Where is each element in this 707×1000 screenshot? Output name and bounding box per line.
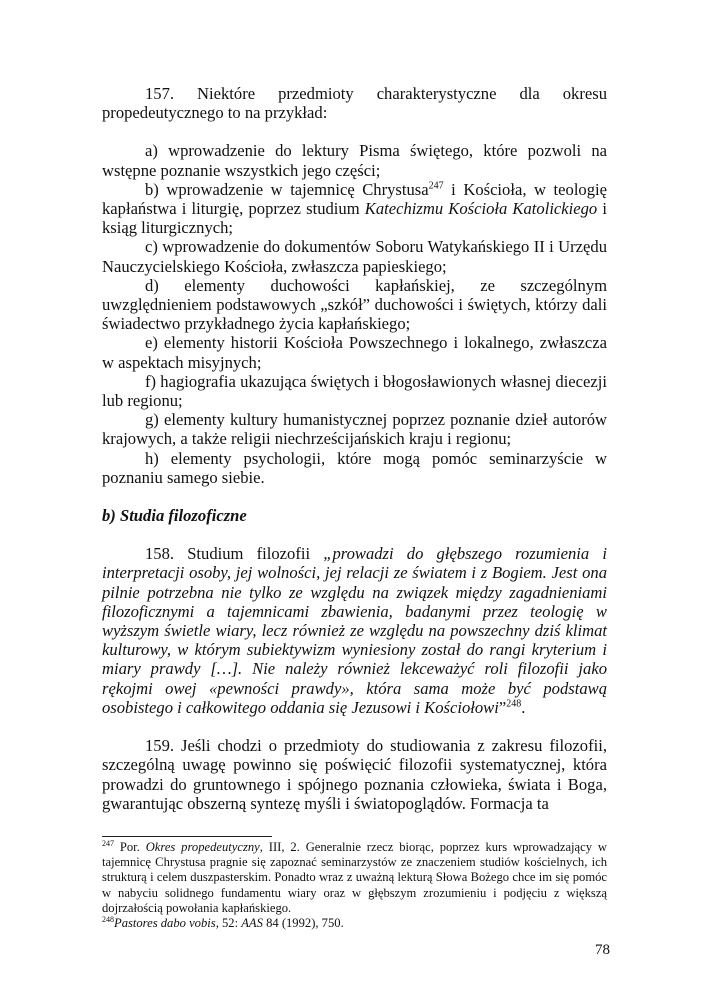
section-heading: b) Studia filozoficzne: [102, 506, 247, 526]
footnote-247: $^{247}$ Por. Okres propedeutyczny, III, 2. Generalnie rzecz biorąc, poprzez kurs wprowadzający w tajemnicę Chrystusa pragnie się zapoznać seminarzystów ze znaczeniem studiów kościelnych, ich strukturą i celem duszpasterskim. Ponadto wraz z uważną lekturą Słowa Bożego chce im się pomóc w nabyciu solidnego fundamentu wiary oraz w głębszym zrozumieniu i podjęciu z większą dojrzałością powołania kapłańskiego.: [102, 838, 607, 915]
footnotes: [102, 840, 607, 931]
paragraph-157: 157. Niektóre przedmioty charakterystyczne dla okresu propedeutycznego to na przykład:: [102, 84, 607, 123]
main-text: [102, 84, 607, 813]
footnote-ref-248[interactable]: 248: [506, 698, 522, 710]
page-number: 78: [595, 942, 610, 958]
list-item-f: f) hagiografia ukazująca świętych i błogosławionych własnej diecezji lub regionu;: [102, 371, 607, 411]
list-item-b: b) wprowadzenie w tajemnicę Chrystusa$^{247}$ i Kościoła, w teologię kapłaństwa i liturgię, poprzez studium Katechizmu Kościoła Katolickiego i ksiąg liturgicznych;: [102, 179, 607, 238]
footnote-divider: [102, 836, 272, 837]
list-item-a: a) wprowadzenie do lektury Pisma świętego, które pozwoli na wstępne poznanie wszystkich jego części;: [102, 141, 607, 180]
paragraph-158: 158. Studium filozofii „prowadzi do głębszego rozumienia i interpretacji osoby, jej wolności, jej relacji ze światem i z Bogiem. Jest ona pilnie potrzebna nie tylko ze względu na związek między zagadnieniami filozoficznymi a tajemnicami zbawienia, badanymi przez teologię w wyższym świetle wiary, lecz również ze względu na powszechny dziś klimat kulturowy, w którym subiektywizm wyniesiony został do rangi kryterium i miary prawdy […]. Nie należy również lekceważyć roli filozofii jako rękojmi owej «pewności prawdy», która sama może być podstawą osobistego i całkowitego oddania się Jezusowi i Kościołowi”$^{248}$.: [102, 544, 607, 717]
list-item-c: c) wprowadzenie do dokumentów Soboru Watykańskiego II i Urzędu Nauczycielskiego Kościoła, zwłaszcza papieskiego;: [102, 237, 607, 276]
footnote-248: $^{248}$Pastores dabo vobis, 52: AAS 84 (1992), 750.: [102, 914, 344, 931]
list-item-g: g) elementy kultury humanistycznej poprzez poznanie dzieł autorów krajowych, a także religii niechrześcijańskich kraju i regionu;: [102, 410, 607, 449]
paragraph-159: 159. Jeśli chodzi o przedmioty do studiowania z zakresu filozofii, szczególną uwagę powinno się poświęcić filozofii systematycznej, która prowadzi do gruntownego i spójnego poznania człowieka, świata i Boga, gwarantując obszerną syntezę myśli i światopoglądów. Formacja ta: [102, 736, 607, 813]
list-item-d: d) elementy duchowości kapłańskiej, ze szczególnym uwzględnieniem podstawowych „szkół” duchowości i świętych, którzy dali świadectwo przykładnego życia kapłańskiego;: [102, 275, 607, 334]
list-item-h: h) elementy psychologii, które mogą pomóc seminarzyście w poznaniu samego siebie.: [102, 448, 607, 487]
list-item-e: e) elementy historii Kościoła Powszechnego i lokalnego, zwłaszcza w aspektach misyjnych;: [102, 333, 607, 372]
footnote-ref-247[interactable]: 247: [428, 180, 444, 192]
